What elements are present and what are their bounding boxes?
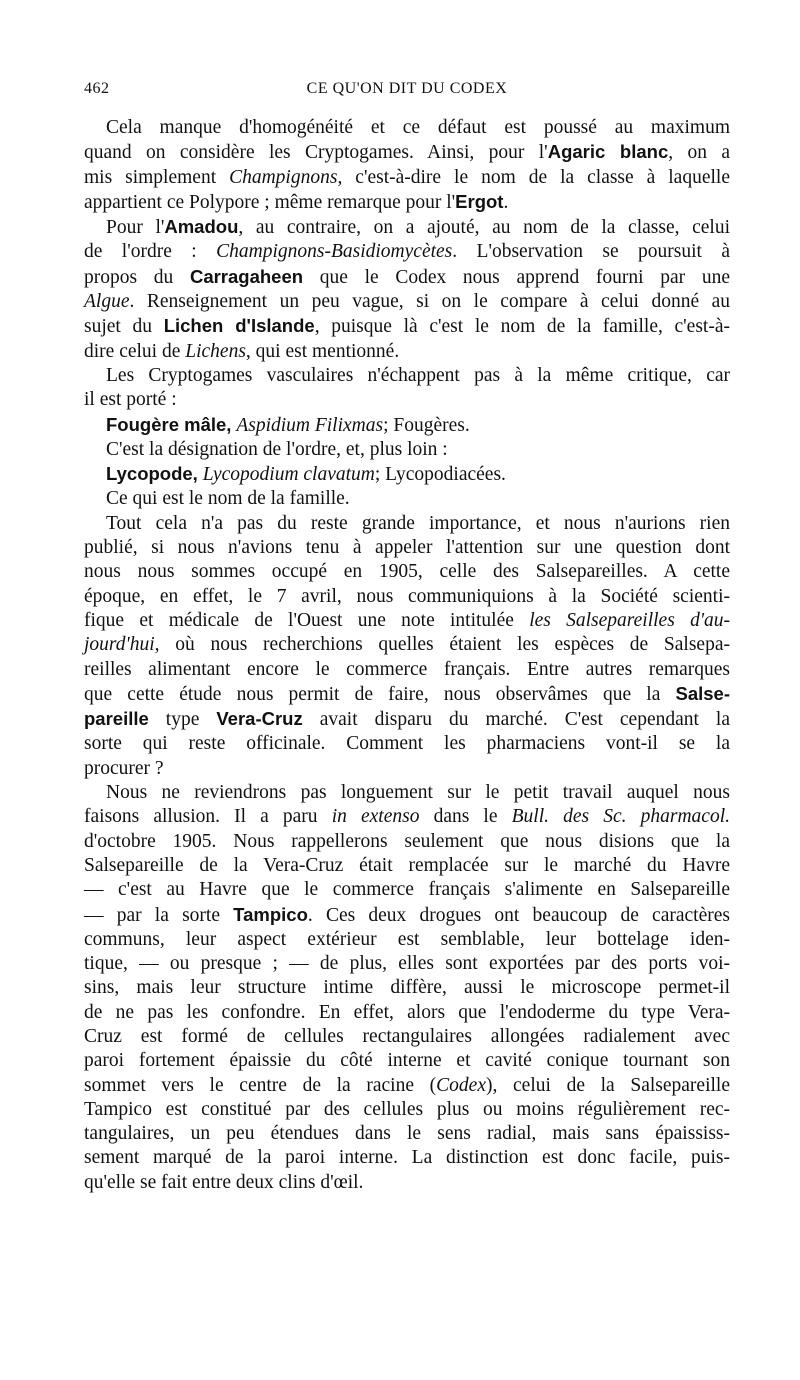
text-line: fique et médicale de l'Ouest une note intitulée les Salsepareilles d'au- [84,609,730,631]
running-title: CE QU'ON DIT DU CODEX [306,80,508,97]
text-line: Salsepareille de la Vera-Cruz était remplacée sur le marché du Havre [84,854,730,876]
text-line: Fougère mâle, Aspidium Filixmas; Fougères. [106,413,470,436]
text-line: sujet du Lichen d'Islande, puisque là c'est le nom de la famille, c'est-à- [84,315,730,338]
text-line: tangulaires, un peu étendues dans le sens radial, mais sans épaississ- [84,1123,730,1145]
text-line: Ce qui est le nom de la famille. [106,488,350,510]
text-line: publié, si nous n'avions tenu à appeler l'attention sur une question dont [84,537,730,559]
text-line: communs, leur aspect extérieur est semblable, leur bottelage iden- [84,928,730,950]
text-line: quand on considère les Cryptogames. Ainsi, pour l'Agaric blanc, on a [84,141,730,164]
text-line: sins, mais leur structure intime diffère, aussi le microscope permet-il [84,977,730,999]
text-line: — c'est au Havre que le commerce français s'alimente en Salsepareille [84,879,730,901]
text-line: Les Cryptogames vasculaires n'échappent pas à la même critique, car [106,364,730,386]
page-number: 462 [84,80,110,97]
text-line: pareille type Vera-Cruz avait disparu du marché. C'est cependant la [84,708,731,731]
text-line: Tampico est constitué par des cellules plus ou moins régulièrement rec- [84,1098,730,1120]
text-line: Nous ne reviendrons pas longuement sur le petit travail auquel nous [106,782,730,804]
text-line: paroi fortement épaissie du côté interne et cavité conique tournant son [84,1050,730,1072]
text-line: que cette étude nous permit de faire, nous observâmes que la Salse- [84,682,730,705]
text-line: faisons allusion. Il a paru in extenso dans le Bull. des Sc. pharmacol. [84,806,730,828]
text-line: tique, — ou presque ; — de plus, elles sont exportées par des ports voi- [84,953,730,975]
text-line: il est porté : [84,389,177,411]
text-line: Cela manque d'homogénéité et ce défaut est poussé au maximum [106,117,730,138]
text-line: époque, en effet, le 7 avril, nous communiquions à la Société scienti- [84,585,730,607]
text-line: qu'elle se fait entre deux clins d'œil. [84,1171,364,1193]
text-line: de ne pas les confondre. En effet, alors que l'endoderme du type Vera- [84,1001,730,1023]
text-line: d'octobre 1905. Nous rappellerons seulement que nous disions que la [84,830,730,852]
text-line: Algue. Renseignement un peu vague, si on le compare à celui donné au [84,291,730,313]
text-line: appartient ce Polypore ; même remarque pour l'Ergot. [84,190,509,213]
text-line: sorte qui reste officinale. Comment les pharmaciens vont-il se la [84,733,730,755]
text-line: sement marqué de la paroi interne. La distinction est donc facile, puis- [84,1147,730,1169]
text-line: propos du Carragaheen que le Codex nous apprend fourni par une [84,265,730,288]
text-line: Cruz est formé de cellules rectangulaires allongées radialement avec [84,1025,730,1047]
text-line: dire celui de Lichens, qui est mentionné. [84,340,400,362]
text-line: procurer ? [84,757,164,779]
text-line: nous nous sommes occupé en 1905, celle des Salsepareilles. A cette [84,561,730,583]
text-line: sommet vers le centre de la racine (Codex), celui de la Salsepareille [84,1074,730,1096]
text-line: de l'ordre : Champignons-Basidiomycètes. L'observation se poursuit à [84,241,730,263]
text-line: — par la sorte Tampico. Ces deux drogues ont beaucoup de caractères [84,903,730,926]
text-line: C'est la désignation de l'ordre, et, plus loin : [106,438,448,460]
text-line: reilles alimentant encore le commerce français. Entre autres remarques [84,658,730,680]
text-line: mis simplement Champignons, c'est-à-dire le nom de la classe à laquelle [84,166,730,188]
text-line: Tout cela n'a pas du reste grande importance, et nous n'aurions rien [106,512,730,534]
text-line: Pour l'Amadou, au contraire, on a ajouté, au nom de la classe, celui [106,216,730,239]
body-text [84,116,730,1195]
text-line: jourd'hui, où nous recherchions quelles étaient les espèces de Salsepa- [84,634,730,656]
text-line: Lycopode, Lycopodium clavatum; Lycopodiacées. [106,463,506,486]
running-head [84,80,730,104]
